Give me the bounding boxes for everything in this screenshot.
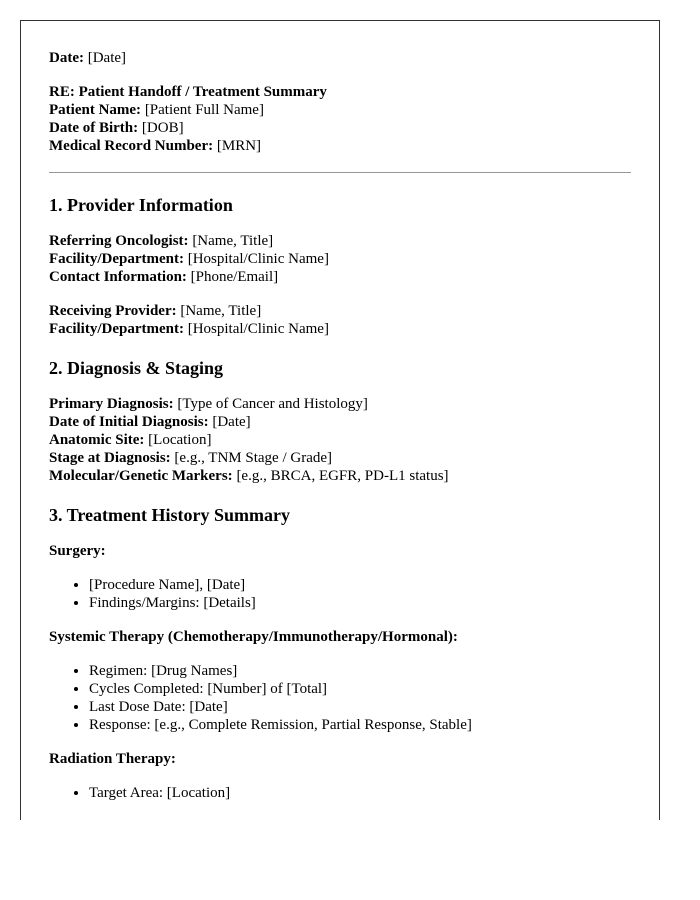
site-value: [Location] <box>148 432 212 448</box>
list-item: • Target Area: [Location] <box>89 784 631 802</box>
stage-line <box>49 449 631 467</box>
mrn-line <box>49 137 631 155</box>
list-item: • [Procedure Name], [Date] <box>89 576 631 594</box>
site-line <box>49 431 631 449</box>
contact-label: Contact Information: <box>49 269 187 285</box>
referring-label: Referring Oncologist: <box>49 233 189 249</box>
patient-name-value: [Patient Full Name] <box>144 102 264 118</box>
re-text: RE: Patient Handoff / Treatment Summary <box>49 84 327 100</box>
site-label: Anatomic Site: <box>49 432 145 448</box>
stage-value: [e.g., TNM Stage / Grade] <box>174 450 333 466</box>
referring-value: [Name, Title] <box>192 233 274 249</box>
initial-date-line <box>49 413 631 431</box>
markers-label: Molecular/Genetic Markers: <box>49 468 233 484</box>
primary-diagnosis-line <box>49 395 631 413</box>
rec-facility-value: [Hospital/Clinic Name] <box>187 321 329 337</box>
initial-date-label: Date of Initial Diagnosis: <box>49 414 209 430</box>
ref-facility-label: Facility/Department: <box>49 251 184 267</box>
contact-value: [Phone/Email] <box>190 269 279 285</box>
rec-facility-line <box>49 320 631 338</box>
mrn-value: [MRN] <box>216 138 262 154</box>
document-page <box>20 20 660 820</box>
list-item: • Cycles Completed: [Number] of [Total] <box>89 680 631 698</box>
receiving-value: [Name, Title] <box>180 303 262 319</box>
list-item: • Regimen: [Drug Names] <box>89 662 631 680</box>
surgery-heading: Surgery: <box>49 543 106 559</box>
list-item: • Response: [e.g., Complete Remission, Partial Response, Stable] <box>89 716 631 734</box>
treatment-heading: 3. Treatment History Summary <box>49 505 290 525</box>
date-line <box>49 49 631 67</box>
mrn-label: Medical Record Number: <box>49 138 214 154</box>
systemic-list <box>49 662 631 734</box>
primary-diagnosis-label: Primary Diagnosis: <box>49 396 174 412</box>
receiving-line <box>49 302 631 320</box>
surgery-list <box>49 576 631 612</box>
ref-facility-value: [Hospital/Clinic Name] <box>187 251 329 267</box>
dob-line <box>49 119 631 137</box>
ref-facility-line <box>49 250 631 268</box>
list-item: • Last Dose Date: [Date] <box>89 698 631 716</box>
diagnosis-heading: 2. Diagnosis & Staging <box>49 358 224 378</box>
primary-diagnosis-value: [Type of Cancer and Histology] <box>177 396 368 412</box>
rec-facility-label: Facility/Department: <box>49 321 184 337</box>
initial-date-value: [Date] <box>212 414 251 430</box>
systemic-heading: Systemic Therapy (Chemotherapy/Immunotherapy/Hormonal): <box>49 629 458 645</box>
markers-value: [e.g., BRCA, EGFR, PD-L1 status] <box>236 468 449 484</box>
re-line <box>49 83 631 101</box>
patient-name-line <box>49 101 631 119</box>
referring-line <box>49 232 631 250</box>
provider-heading: 1. Provider Information <box>49 195 233 215</box>
date-label: Date: <box>49 50 84 66</box>
dob-label: Date of Birth: <box>49 120 139 136</box>
contact-line <box>49 268 631 286</box>
radiation-heading: Radiation Therapy: <box>49 751 176 767</box>
dob-value: [DOB] <box>141 120 184 136</box>
radiation-list <box>49 784 631 802</box>
stage-label: Stage at Diagnosis: <box>49 450 171 466</box>
markers-line <box>49 467 631 485</box>
patient-name-label: Patient Name: <box>49 102 142 118</box>
date-value: [Date] <box>87 50 127 66</box>
list-item: • Findings/Margins: [Details] <box>89 594 631 612</box>
receiving-label: Receiving Provider: <box>49 303 177 319</box>
